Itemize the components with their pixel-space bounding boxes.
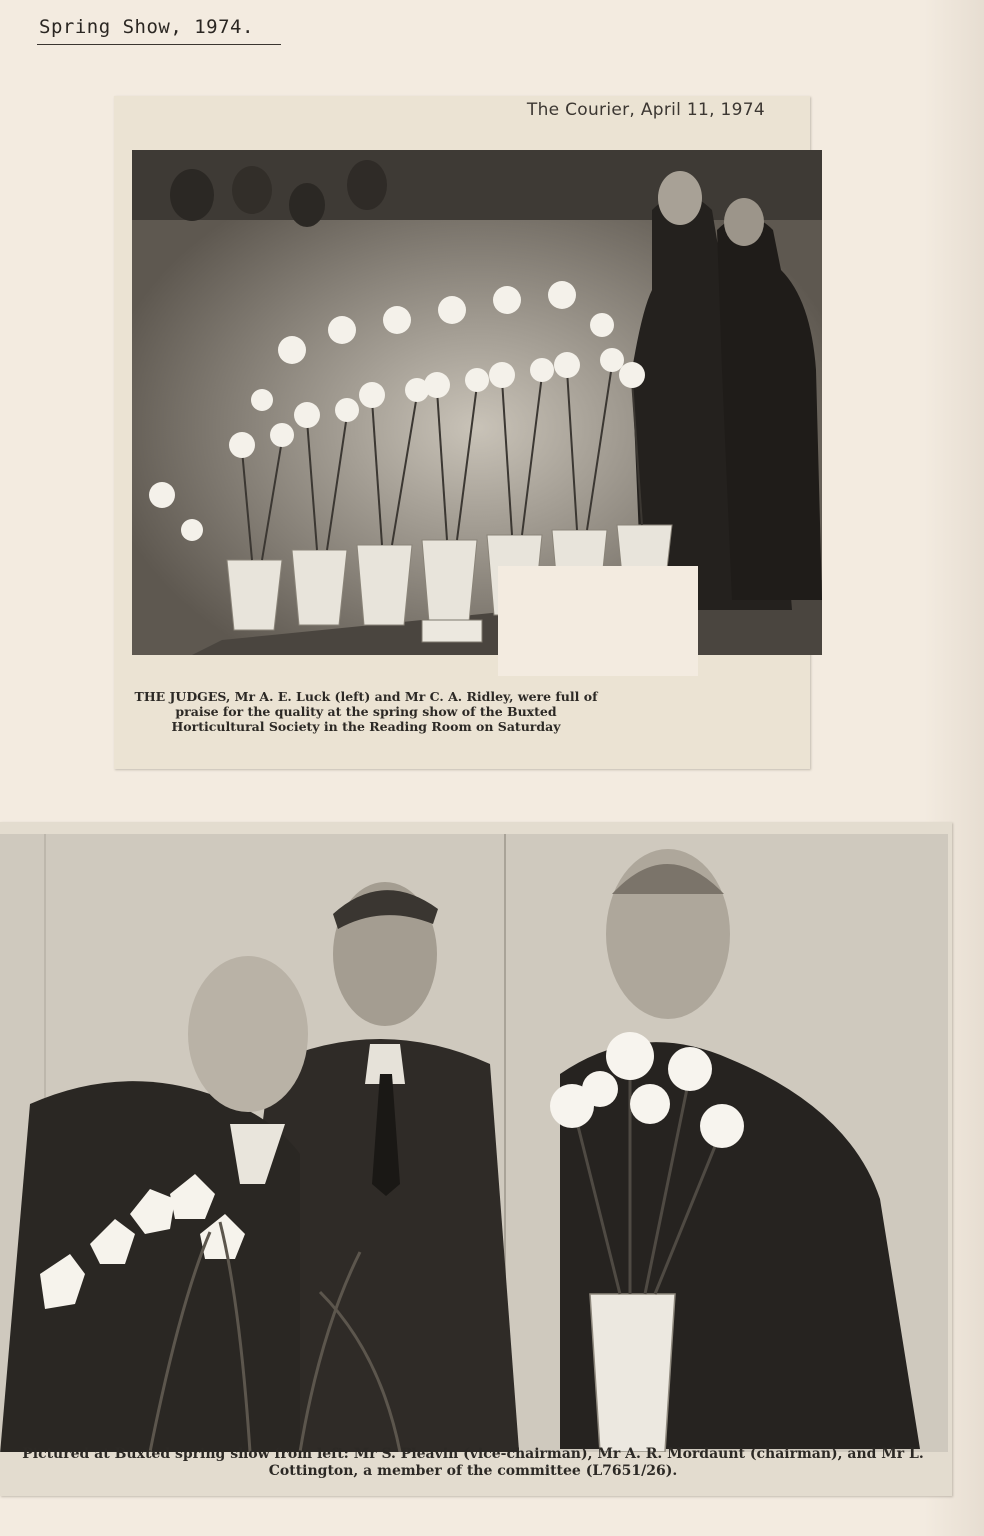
heading-underline: [37, 44, 281, 45]
caption-judges: THE JUDGES, Mr A. E. Luck (left) and Mr C. A. Ridley, were full of praise for the quality at the spring show of the Buxted Horticultural Society in the Reading Room on Saturday: [134, 689, 598, 734]
clipping-source-line: The Courier, April 11, 1974: [526, 100, 765, 120]
page-background-patch: [498, 566, 698, 676]
photo-judges-daffodil-display: [132, 150, 822, 655]
newspaper-clipping-judges: [114, 96, 810, 769]
newspaper-clipping-committee: [0, 822, 952, 1496]
caption-committee: Pictured at Buxted spring show from left: Mr S. Pleavin (vice-chairman), Mr A. R. Mordaunt (chairman), and Mr L. Cottington, a member of the committee (L7651/26).: [22, 1446, 924, 1479]
album-heading: Spring Show, 1974.: [39, 16, 254, 38]
photo-committee-members: [0, 834, 948, 1452]
